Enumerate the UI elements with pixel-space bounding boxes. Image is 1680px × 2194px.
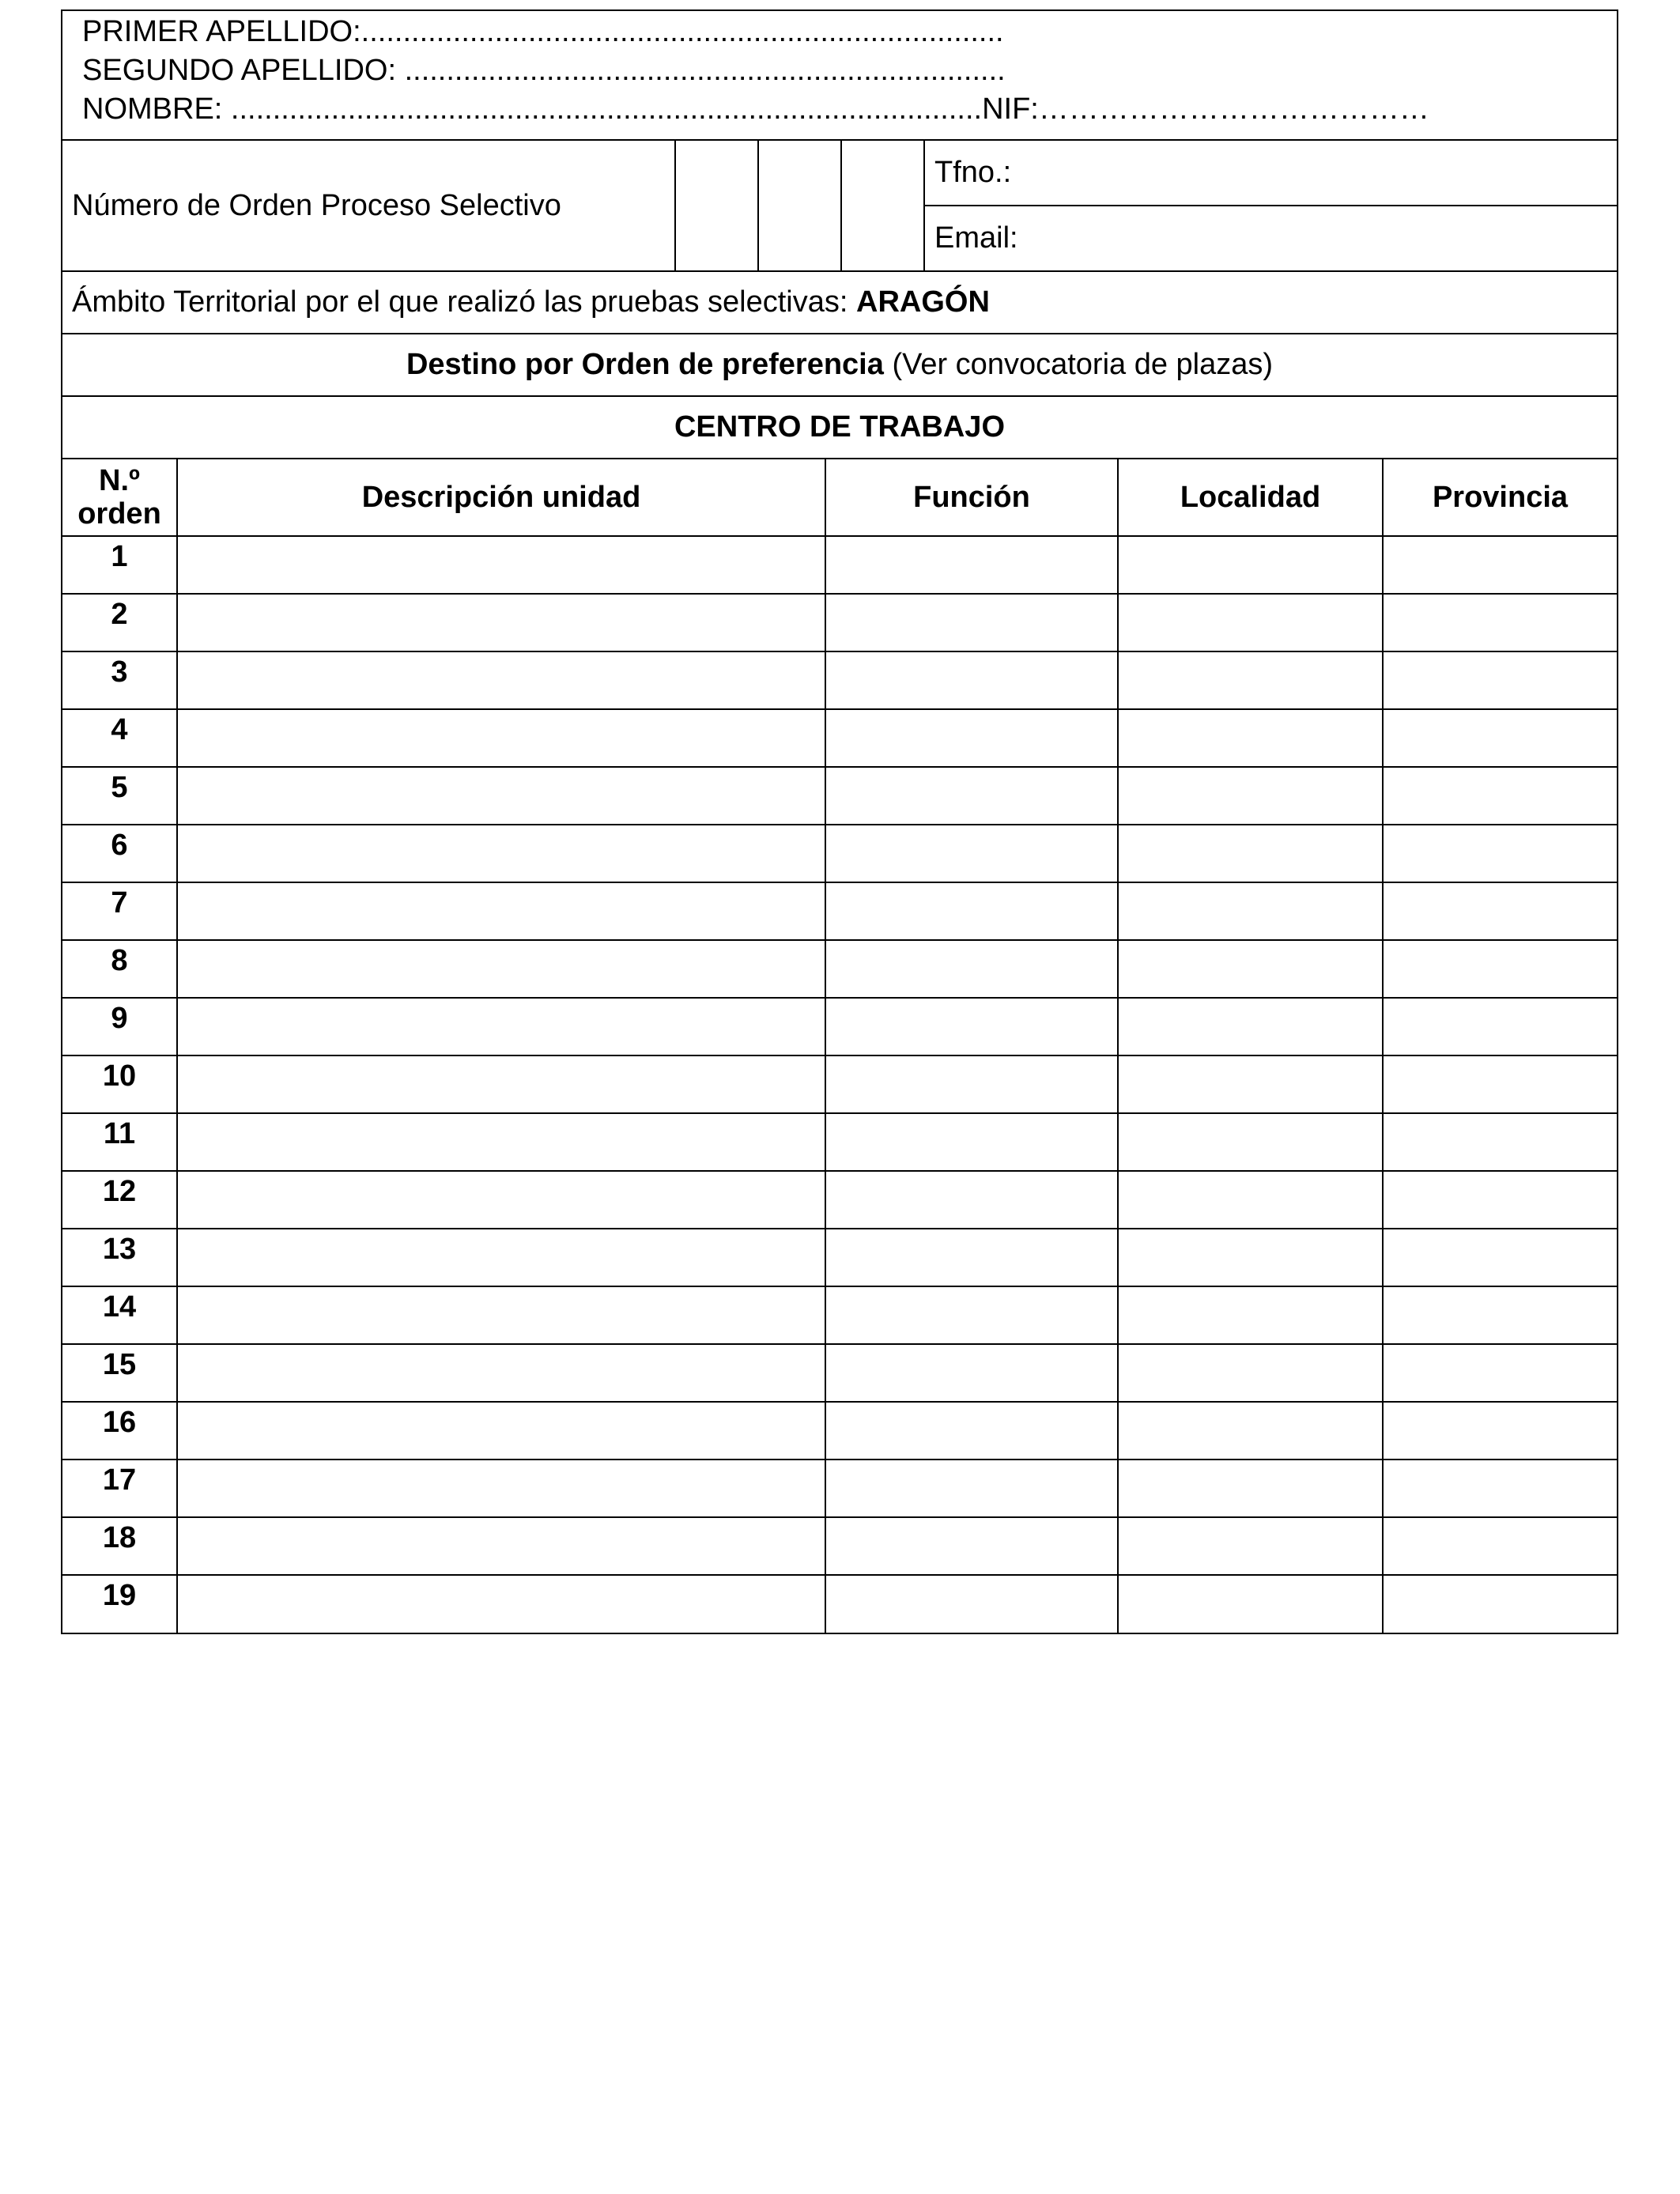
- row-number: 16: [62, 1402, 177, 1460]
- descripcion-cell[interactable]: [177, 1517, 825, 1575]
- funcion-cell[interactable]: [825, 998, 1118, 1055]
- destinations-table-wrapper: [62, 458, 1617, 1633]
- row-number: 10: [62, 1055, 177, 1113]
- funcion-cell[interactable]: [825, 1460, 1118, 1517]
- funcion-cell[interactable]: [825, 594, 1118, 651]
- provincia-cell[interactable]: [1383, 1575, 1617, 1633]
- funcion-cell[interactable]: [825, 1286, 1118, 1344]
- table-row: [62, 1575, 1617, 1633]
- table-row: [62, 594, 1617, 651]
- provincia-cell[interactable]: [1383, 767, 1617, 825]
- descripcion-cell[interactable]: [177, 651, 825, 709]
- funcion-cell[interactable]: [825, 767, 1118, 825]
- funcion-cell[interactable]: [825, 1402, 1118, 1460]
- row-number: 18: [62, 1517, 177, 1575]
- descripcion-cell[interactable]: [177, 1344, 825, 1402]
- table-row: [62, 651, 1617, 709]
- contact-cells: [925, 141, 1617, 270]
- localidad-cell[interactable]: [1118, 1113, 1383, 1171]
- table-row: [62, 1055, 1617, 1113]
- row-number: 4: [62, 709, 177, 767]
- row-number: 15: [62, 1344, 177, 1402]
- identity-block: [62, 11, 1617, 139]
- descripcion-cell[interactable]: [177, 1229, 825, 1286]
- provincia-cell[interactable]: [1383, 1460, 1617, 1517]
- row-number: 5: [62, 767, 177, 825]
- row-number: 1: [62, 536, 177, 594]
- localidad-cell[interactable]: [1118, 651, 1383, 709]
- funcion-cell[interactable]: [825, 940, 1118, 998]
- localidad-cell[interactable]: [1118, 767, 1383, 825]
- table-row: [62, 767, 1617, 825]
- localidad-cell[interactable]: [1118, 1517, 1383, 1575]
- destino-note: (Ver convocatoria de plazas): [892, 348, 1274, 381]
- order-contact-block: [62, 139, 1617, 270]
- table-row: [62, 940, 1617, 998]
- provincia-cell[interactable]: [1383, 1402, 1617, 1460]
- preference-form: [61, 9, 1618, 1634]
- centro-title: CENTRO DE TRABAJO: [674, 410, 1006, 444]
- table-row: [62, 1286, 1617, 1344]
- provincia-cell[interactable]: [1383, 1229, 1617, 1286]
- descripcion-cell[interactable]: [177, 882, 825, 940]
- funcion-cell[interactable]: [825, 825, 1118, 882]
- descripcion-cell[interactable]: [177, 998, 825, 1055]
- localidad-cell[interactable]: [1118, 536, 1383, 594]
- header-provincia: Provincia: [1383, 459, 1617, 536]
- segundo-apellido-field[interactable]: SEGUNDO APELLIDO: ........................................................................: [82, 54, 1006, 87]
- row-number: 6: [62, 825, 177, 882]
- descripcion-cell[interactable]: [177, 1171, 825, 1229]
- provincia-cell[interactable]: [1383, 536, 1617, 594]
- descripcion-cell[interactable]: [177, 1286, 825, 1344]
- row-number: 19: [62, 1575, 177, 1633]
- tfno-field[interactable]: Tfno.:: [934, 156, 1012, 189]
- funcion-cell[interactable]: [825, 1517, 1118, 1575]
- localidad-cell[interactable]: [1118, 998, 1383, 1055]
- funcion-cell[interactable]: [825, 651, 1118, 709]
- order-digit-box-2[interactable]: [759, 141, 842, 270]
- order-number-label: Número de Orden Proceso Selectivo: [62, 141, 676, 270]
- provincia-cell[interactable]: [1383, 1171, 1617, 1229]
- table-body: [62, 536, 1617, 1633]
- funcion-cell[interactable]: [825, 1055, 1118, 1113]
- row-number: 9: [62, 998, 177, 1055]
- order-digit-box-1[interactable]: [676, 141, 759, 270]
- localidad-cell[interactable]: [1118, 594, 1383, 651]
- provincia-cell[interactable]: [1383, 709, 1617, 767]
- centro-row: [62, 395, 1617, 458]
- localidad-cell[interactable]: [1118, 1286, 1383, 1344]
- row-number: 8: [62, 940, 177, 998]
- provincia-cell[interactable]: [1383, 594, 1617, 651]
- table-row: [62, 709, 1617, 767]
- descripcion-cell[interactable]: [177, 536, 825, 594]
- header-funcion: Función: [825, 459, 1118, 536]
- row-number: 14: [62, 1286, 177, 1344]
- descripcion-cell[interactable]: [177, 825, 825, 882]
- table-row: [62, 1171, 1617, 1229]
- table-row: [62, 882, 1617, 940]
- provincia-cell[interactable]: [1383, 1113, 1617, 1171]
- header-num-orden: N.º orden: [62, 459, 177, 536]
- row-number: 7: [62, 882, 177, 940]
- nif-field[interactable]: NIF:…………………………………: [982, 93, 1429, 126]
- localidad-cell[interactable]: [1118, 709, 1383, 767]
- destino-title: Destino por Orden de preferencia: [406, 348, 884, 381]
- descripcion-cell[interactable]: [177, 1113, 825, 1171]
- localidad-cell[interactable]: [1118, 1344, 1383, 1402]
- funcion-cell[interactable]: [825, 1575, 1118, 1633]
- destinations-table: [62, 459, 1617, 1633]
- localidad-cell[interactable]: [1118, 825, 1383, 882]
- provincia-cell[interactable]: [1383, 882, 1617, 940]
- funcion-cell[interactable]: [825, 1344, 1118, 1402]
- funcion-cell[interactable]: [825, 709, 1118, 767]
- descripcion-cell[interactable]: [177, 1460, 825, 1517]
- funcion-cell[interactable]: [825, 882, 1118, 940]
- ambito-label: Ámbito Territorial por el que realizó las pruebas selectivas:: [72, 285, 848, 319]
- descripcion-cell[interactable]: [177, 1575, 825, 1633]
- table-row: [62, 998, 1617, 1055]
- funcion-cell[interactable]: [825, 536, 1118, 594]
- provincia-cell[interactable]: [1383, 651, 1617, 709]
- order-digit-box-3[interactable]: [842, 141, 925, 270]
- row-number: 13: [62, 1229, 177, 1286]
- provincia-cell[interactable]: [1383, 940, 1617, 998]
- table-header-row: [62, 459, 1617, 536]
- localidad-cell[interactable]: [1118, 1229, 1383, 1286]
- descripcion-cell[interactable]: [177, 594, 825, 651]
- provincia-cell[interactable]: [1383, 1055, 1617, 1113]
- row-number: 17: [62, 1460, 177, 1517]
- ambito-value: ARAGÓN: [856, 285, 990, 319]
- table-row: [62, 825, 1617, 882]
- table-row: [62, 1344, 1617, 1402]
- ambito-row: [62, 270, 1617, 333]
- localidad-cell[interactable]: [1118, 1171, 1383, 1229]
- provincia-cell[interactable]: [1383, 1344, 1617, 1402]
- descripcion-cell[interactable]: [177, 940, 825, 998]
- descripcion-cell[interactable]: [177, 1055, 825, 1113]
- provincia-cell[interactable]: [1383, 1517, 1617, 1575]
- row-number: 3: [62, 651, 177, 709]
- table-row: [62, 1460, 1617, 1517]
- primer-apellido-field[interactable]: PRIMER APELLIDO:.............................................................................: [82, 15, 1004, 48]
- localidad-cell[interactable]: [1118, 1460, 1383, 1517]
- provincia-cell[interactable]: [1383, 1286, 1617, 1344]
- row-number: 12: [62, 1171, 177, 1229]
- nombre-nif-line: [82, 90, 1617, 129]
- descripcion-cell[interactable]: [177, 767, 825, 825]
- funcion-cell[interactable]: [825, 1113, 1118, 1171]
- table-row: [62, 1113, 1617, 1171]
- header-localidad: Localidad: [1118, 459, 1383, 536]
- localidad-cell[interactable]: [1118, 1055, 1383, 1113]
- descripcion-cell[interactable]: [177, 709, 825, 767]
- provincia-cell[interactable]: [1383, 998, 1617, 1055]
- funcion-cell[interactable]: [825, 1229, 1118, 1286]
- localidad-cell[interactable]: [1118, 1575, 1383, 1633]
- table-row: [62, 536, 1617, 594]
- row-number: 2: [62, 594, 177, 651]
- localidad-cell[interactable]: [1118, 1402, 1383, 1460]
- table-row: [62, 1402, 1617, 1460]
- header-descripcion: Descripción unidad: [177, 459, 825, 536]
- provincia-cell[interactable]: [1383, 825, 1617, 882]
- destino-row: [62, 333, 1617, 395]
- nombre-field[interactable]: NOMBRE: ..........................................................................................: [82, 93, 983, 126]
- table-row: [62, 1229, 1617, 1286]
- descripcion-cell[interactable]: [177, 1402, 825, 1460]
- localidad-cell[interactable]: [1118, 940, 1383, 998]
- email-field[interactable]: Email:: [925, 205, 1617, 270]
- table-row: [62, 1517, 1617, 1575]
- row-number: 11: [62, 1113, 177, 1171]
- funcion-cell[interactable]: [825, 1171, 1118, 1229]
- localidad-cell[interactable]: [1118, 882, 1383, 940]
